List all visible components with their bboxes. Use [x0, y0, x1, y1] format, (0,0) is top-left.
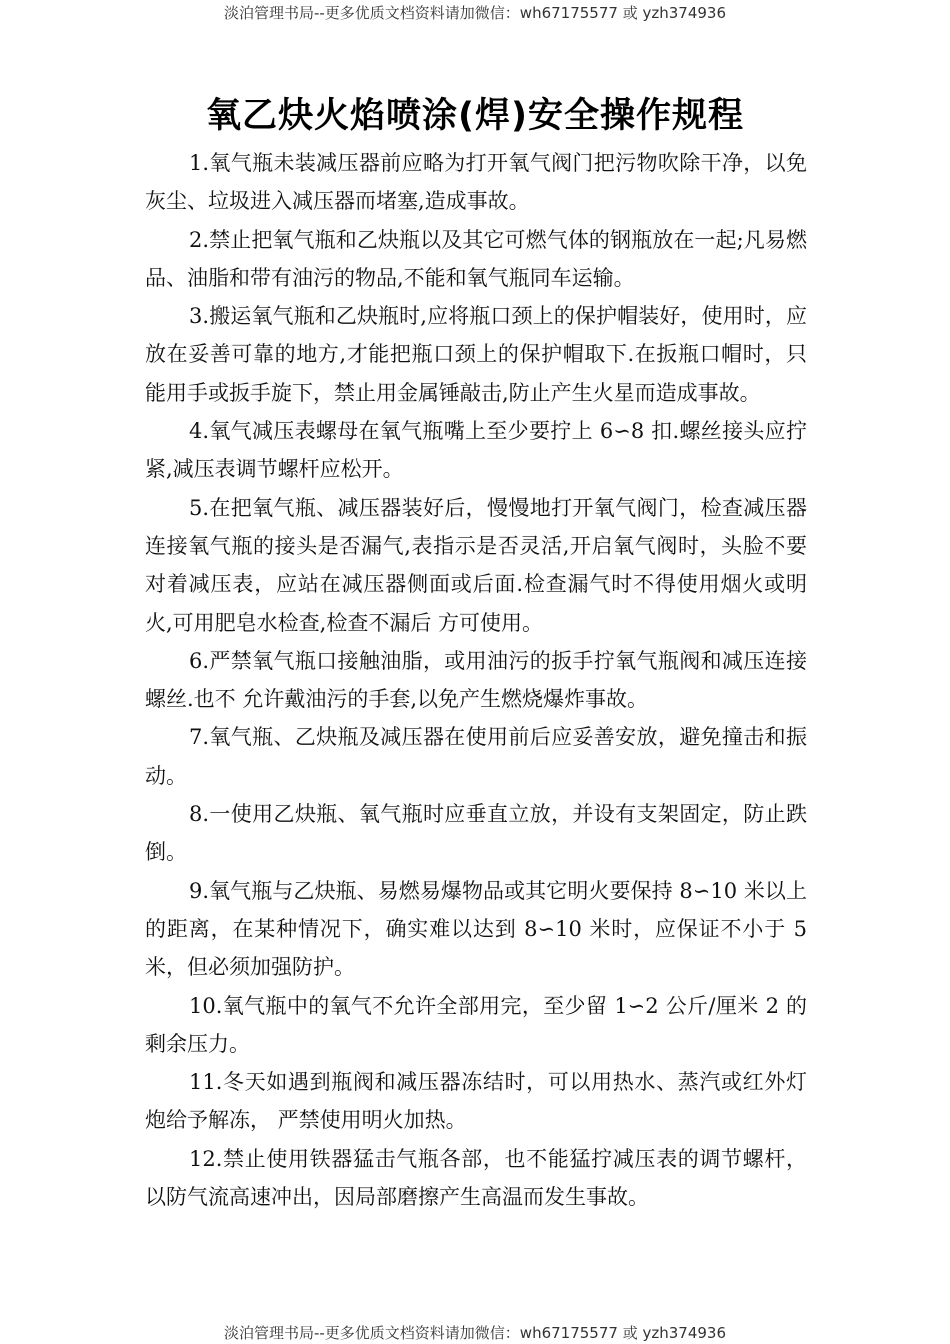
- document-body: [145, 144, 807, 1216]
- rule-paragraph: 11.冬天如遇到瓶阀和减压器冻结时，可以用热水、蒸汽或红外灯炮给予解冻， 严禁使用明火加热。: [145, 1070, 807, 1133]
- rule-paragraph: 10.氧气瓶中的氧气不允许全部用完，至少留 1∽2 公斤/厘米 2 的剩余压力。: [145, 993, 807, 1056]
- rule-paragraph: 9.氧气瓶与乙炔瓶、易燃易爆物品或其它明火要保持 8∽10 米以上的距离，在某种情况下，确实难以达到 8∽10 米时，应保证不小于 5 米，但必须加强防护。: [145, 878, 807, 980]
- rule-paragraph: 5.在把氧气瓶、减压器装好后，慢慢地打开氧气阀门，检查减压器连接氧气瓶的接头是否漏气,表指示是否灵活,开启氧气阀时，头脸不要对着减压表，应站在减压器侧面或后面.检查漏气时不得使用烟火或明火,可用肥皂水检查,检查不漏后 方可使用。: [145, 495, 807, 635]
- rule-paragraph: 7.氧气瓶、乙炔瓶及减压器在使用前后应妥善安放，避免撞击和振动。: [145, 725, 807, 788]
- rule-paragraph: 1.氧气瓶未装减压器前应略为打开氧气阀门把污物吹除干净，以免灰尘、垃圾进入减压器而堵塞,造成事故。: [145, 151, 807, 214]
- document-title: 氧乙炔火焰喷涂(焊)安全操作规程: [206, 96, 744, 136]
- rule-paragraph: 12.禁止使用铁器猛击气瓶各部，也不能猛拧减压表的调节螺杆，以防气流高速冲出，因局部磨擦产生高温而发生事故。: [145, 1146, 807, 1210]
- rule-paragraph: 2.禁止把氧气瓶和乙炔瓶以及其它可燃气体的钢瓶放在一起;凡易燃品、油脂和带有油污的物品,不能和氧气瓶同车运输。: [145, 227, 807, 290]
- page-footer: 淡泊管理书局--更多优质文档资料请加微信：wh67175577 或 yzh374936: [223, 1324, 726, 1342]
- rule-paragraph: 6.严禁氧气瓶口接触油脂，或用油污的扳手拧氧气瓶阀和减压连接螺丝.也不 允许戴油污的手套,以免产生燃烧爆炸事故。: [145, 648, 807, 712]
- page-header: 淡泊管理书局--更多优质文档资料请加微信：wh67175577 或 yzh374936: [223, 4, 726, 22]
- rule-paragraph: 3.搬运氧气瓶和乙炔瓶时,应将瓶口颈上的保护帽装好，使用时，应放在妥善可靠的地方,才能把瓶口颈上的保护帽取下.在扳瓶口帽时，只能用手或扳手旋下，禁止用金属锤敲击,防止产生火星而造成事故。: [145, 304, 807, 405]
- rule-paragraph: 8.一使用乙炔瓶、氧气瓶时应垂直立放，并设有支架固定，防止跌倒。: [145, 802, 807, 865]
- rule-paragraph: 4.氧气减压表螺母在氧气瓶嘴上至少要拧上 6∽8 扣.螺丝接头应拧紧,减压表调节螺杆应松开。: [145, 419, 807, 482]
